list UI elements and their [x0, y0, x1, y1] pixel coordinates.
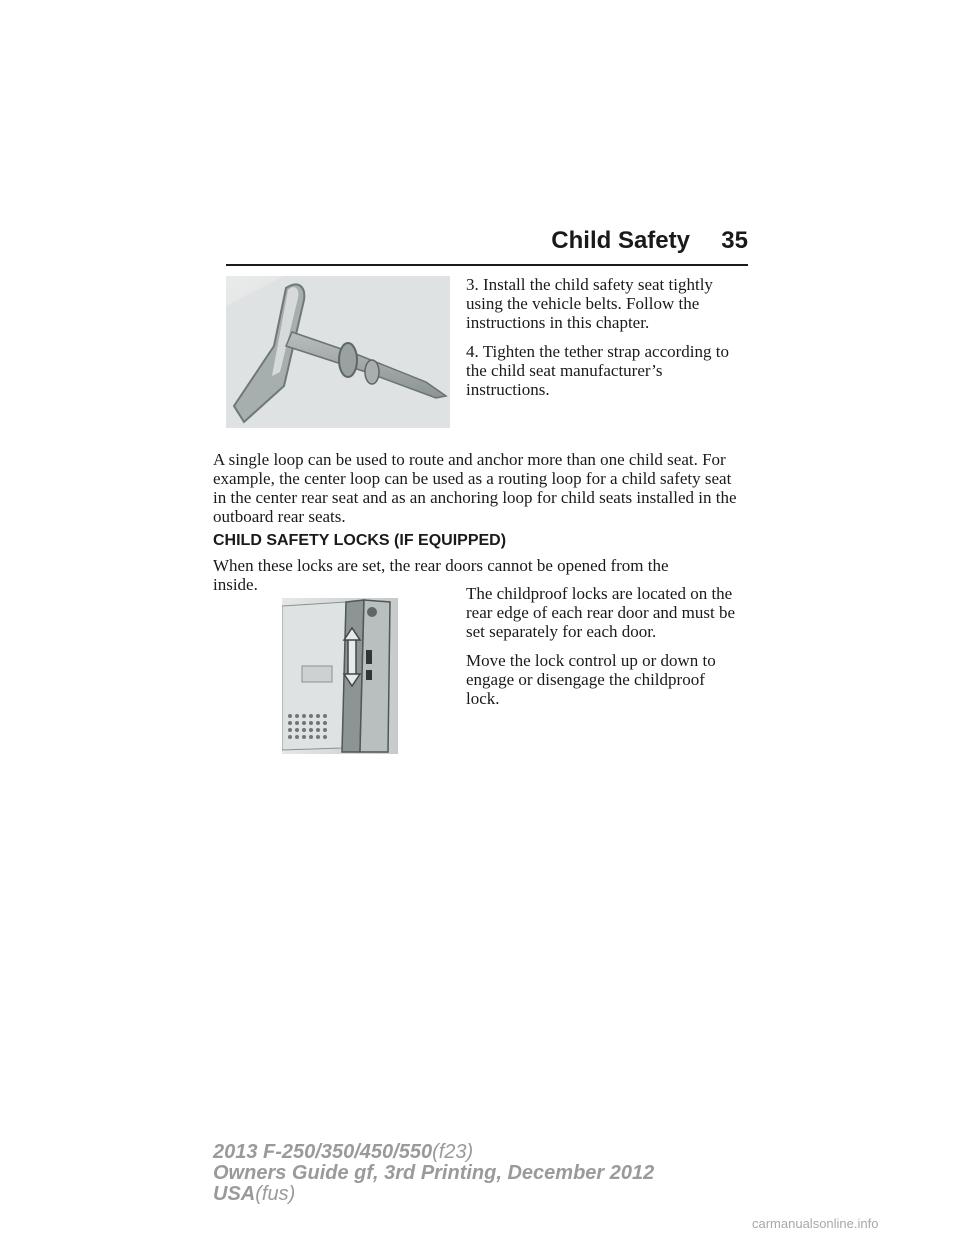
header-rule [226, 264, 748, 266]
site-watermark: carmanualsonline.info [752, 1216, 879, 1231]
footer-line-2: Owners Guide gf, 3rd Printing, December 2012 [213, 1162, 655, 1184]
page-title: Child Safety [551, 227, 690, 254]
lock-operation-text: Move the lock control up or down to engage or disengage the childproof lock. [466, 651, 716, 708]
single-loop-paragraph: A single loop can be used to route and anchor more than one child seat. For example, the center loop can be used as a routing loop for a child safety seat in the center rear seat and as an anchoring loop for child seats installed in the outboard rear seats. [213, 450, 737, 526]
tether-steps [466, 275, 736, 409]
page-number: 35 [721, 227, 748, 254]
footer-region-code: (fus) [255, 1183, 296, 1205]
document-footer [213, 1142, 654, 1205]
step-3-text: 3. Install the child safety seat tightly using the vehicle belts. Follow the instructions in this chapter. [466, 275, 713, 332]
child-safety-locks-heading: CHILD SAFETY LOCKS (IF EQUIPPED) [213, 532, 507, 549]
locks-intro-paragraph: When these locks are set, the rear doors cannot be opened from the inside. [213, 556, 669, 594]
childproof-lock-instructions [466, 584, 736, 718]
step-4-text: 4. Tighten the tether strap according to the child seat manufacturer’s instructions. [466, 342, 729, 399]
childproof-lock-illustration [282, 598, 398, 754]
footer-model-code: (f23) [432, 1141, 474, 1163]
footer-line-1 [213, 1142, 654, 1163]
tether-strap-illustration [226, 276, 450, 428]
footer-model: 2013 F-250/350/450/550 [213, 1141, 433, 1163]
footer-line-3 [213, 1184, 654, 1205]
footer-region: USA [213, 1183, 256, 1205]
lock-location-text: The childproof locks are located on the rear edge of each rear door and must be set separately for each door. [466, 584, 736, 641]
